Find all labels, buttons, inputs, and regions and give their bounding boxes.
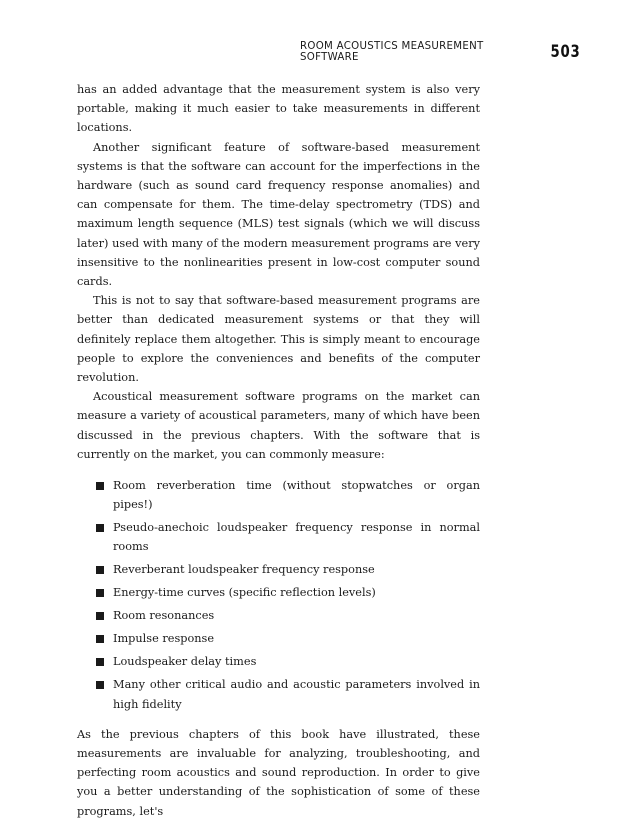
paragraph-dedicated-systems: This is not to say that software-based measurement programs are better than dedicated measurement systems or that they will definitely replace them altogether. This is simply meant to encourage people to explore the conveniences and benefits of the computer revolution. xyxy=(77,294,480,385)
bullet-square-icon xyxy=(96,566,104,574)
list-item-text: Reverberant loudspeaker frequency response xyxy=(113,563,375,577)
list-item-text: Impulse response xyxy=(113,632,215,646)
list-item-text: Many other critical audio and acoustic parameters involved in high fidelity xyxy=(113,678,480,711)
list-item-text: Pseudo-anechoic loudspeaker frequency response in normal rooms xyxy=(113,521,480,554)
measurement-list xyxy=(77,476,480,714)
paragraph-measurement-parameters: Acoustical measurement software programs on the market can measure a variety of acoustical parameters, many of which have been discussed in the previous chapters. With the software that is currently on the market, you can commonly measure: xyxy=(77,390,480,461)
list-item xyxy=(77,675,480,713)
running-title: ROOM ACOUSTICS MEASUREMENT SOFTWARE xyxy=(300,41,484,63)
bullet-square-icon xyxy=(96,482,104,490)
list-item xyxy=(77,652,480,671)
list-item xyxy=(77,518,480,556)
list-item xyxy=(77,560,480,579)
paragraph-closing: As the previous chapters of this book have illustrated, these measurements are invaluable for analyzing, troubleshooting, and perfecting room acoustics and sound reproduction. In order to give you a better understanding of the sophistication of some of these programs, let's xyxy=(77,727,480,818)
paragraph-continuation: has an added advantage that the measurement system is also very portable, making it much easier to take measurements in different locations. xyxy=(77,83,480,135)
running-head xyxy=(300,42,580,62)
list-item xyxy=(77,629,480,648)
list-item-text: Room reverberation time (without stopwatches or organ pipes!) xyxy=(113,479,480,512)
bullet-square-icon xyxy=(96,524,104,532)
bullet-square-icon xyxy=(96,681,104,689)
list-item xyxy=(77,606,480,625)
page-number: 503 xyxy=(549,42,580,62)
list-item-text: Loudspeaker delay times xyxy=(113,655,257,669)
list-item-text: Energy-time curves (specific reflection levels) xyxy=(113,586,376,600)
bullet-square-icon xyxy=(96,589,104,597)
list-item-text: Room resonances xyxy=(113,609,215,623)
list-item xyxy=(77,476,480,514)
bullet-square-icon xyxy=(96,635,104,643)
body-text xyxy=(77,80,480,821)
list-item xyxy=(77,583,480,602)
paragraph-software-feature: Another significant feature of software-based measurement systems is that the software can account for the imperfections in the hardware (such as sound card frequency response anomalies) and can compensate for them. The time-delay spectrometry (TDS) and maximum length sequence (MLS) test signals (which we will discuss later) used with many of the modern measurement programs are very insensitive to the nonlinearities present in low-cost computer sound cards. xyxy=(77,140,480,289)
bullet-square-icon xyxy=(96,658,104,666)
bullet-square-icon xyxy=(96,612,104,620)
